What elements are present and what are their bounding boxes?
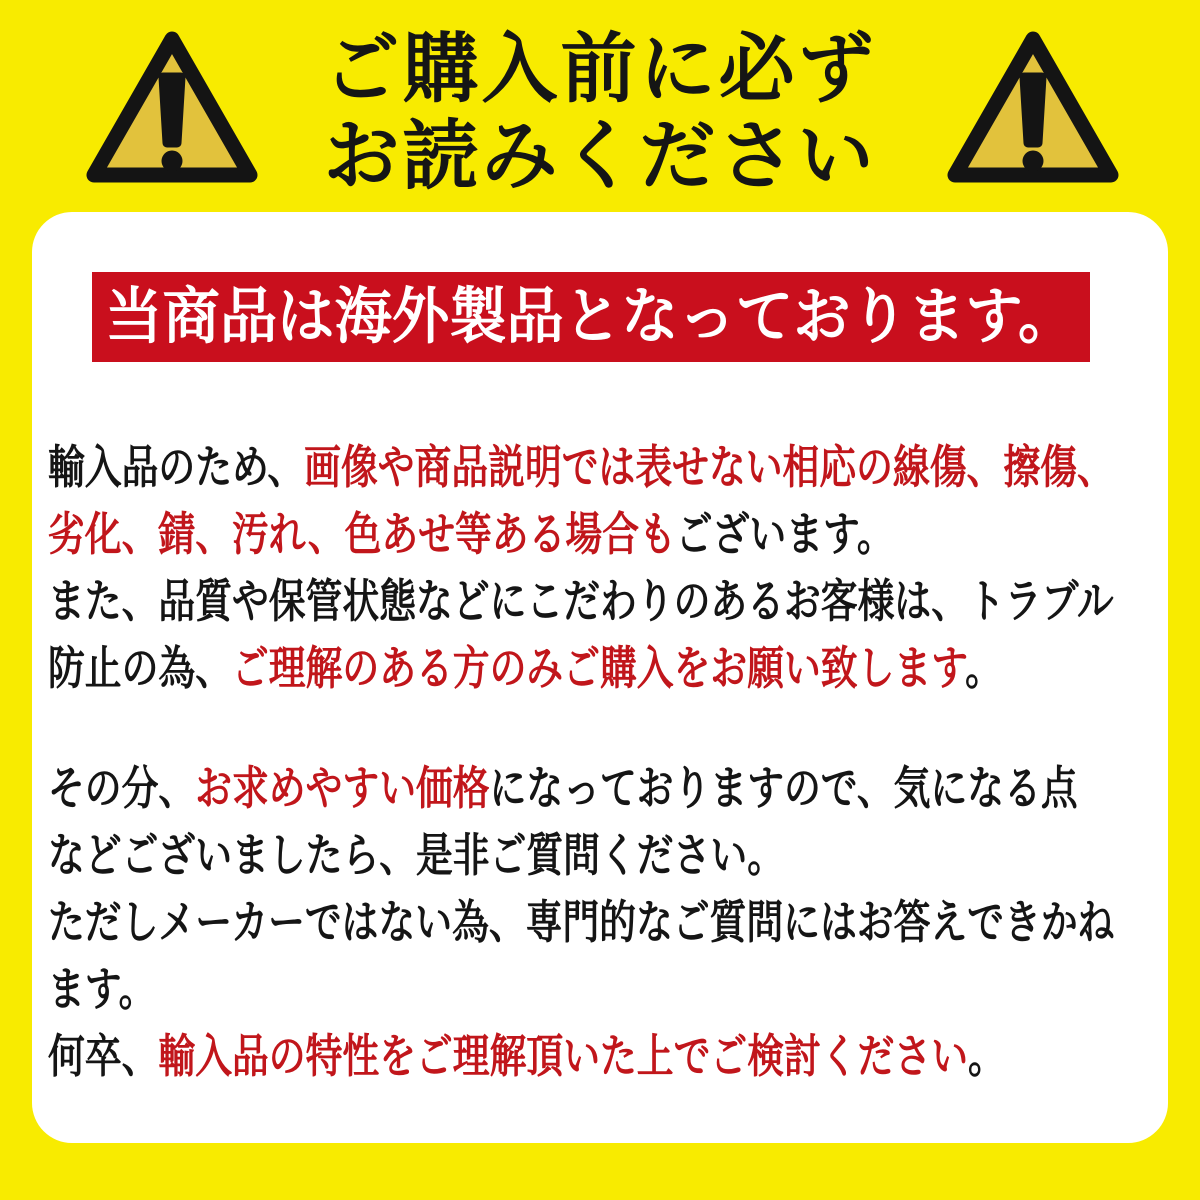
text-segment: ご理解のある方のみご購入をお願い致します [232,642,966,694]
body-text [48,434,1168,1090]
body-line [48,889,1115,956]
text-segment: 。 [968,1030,1005,1082]
body-line [48,568,1114,635]
body-line [48,956,944,1023]
page-title [0,26,1200,200]
overseas-product-banner [92,272,1090,362]
text-segment: 何卒、 [48,1030,159,1082]
text-segment: などございましたら、是非ご質問ください。 [48,829,784,881]
text-segment: 輸入品のため、 [48,441,305,493]
body-line [48,1023,1005,1090]
page-title-line2: お読みください [323,114,877,199]
text-segment: 。 [965,642,1002,694]
text-segment: になっておりますので、気になる点 [489,762,1078,814]
text-segment: また、品質や保管状態などにこだわりのあるお客様は、トラブル [48,575,1114,627]
body-line [48,501,944,568]
body-line [48,434,1114,501]
text-segment: 防止の為、 [48,642,232,694]
text-segment: ございます。 [675,508,894,560]
text-segment: ただしメーカーではない為、専門的なご質問にはお答えできかね [48,896,1115,948]
page-title-line1: ご購入前に必ず [323,27,877,112]
text-segment: 輸入品の特性をご理解頂いた上でご検討ください [158,1030,968,1082]
body-line [48,822,944,889]
body-line [48,635,1002,702]
text-segment: その分、 [48,762,196,814]
body-line [48,755,1078,822]
text-segment: 画像や商品説明では表せない相応の線傷、擦傷、 [304,441,1114,493]
text-segment: お求めやすい価格 [195,762,490,814]
overseas-product-banner-text: 当商品は海外製品となっております。 [105,282,1076,350]
text-segment: ます。 [48,963,156,1015]
text-segment: 劣化、錆、汚れ、色あせ等ある場合も [48,508,676,560]
